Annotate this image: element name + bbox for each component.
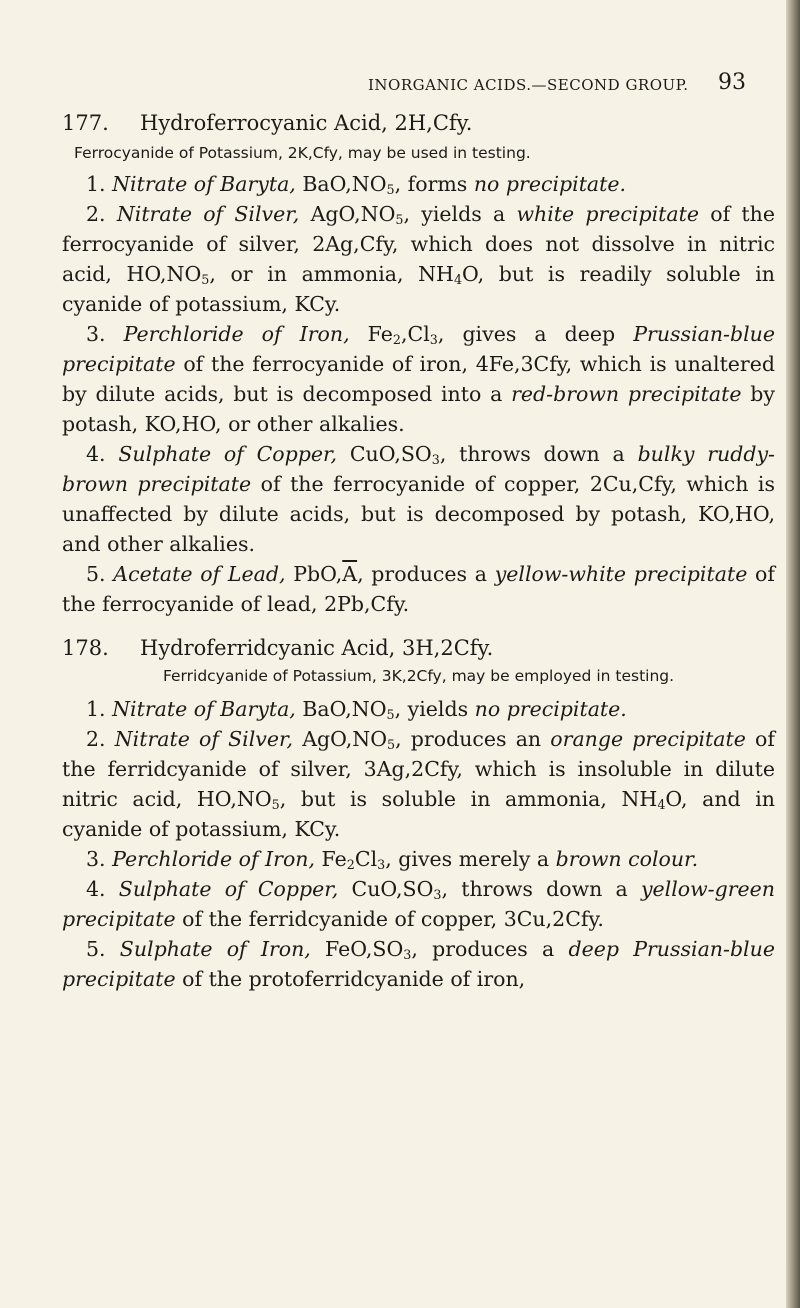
section-title: Hydroferridcyanic Acid, 3H,2Cfy. xyxy=(140,636,494,660)
test-item xyxy=(62,199,775,319)
result: red-brown precipitate xyxy=(511,382,742,406)
section-note: Ferridcyanide of Potassium, 3K,2Cfy, may be employed in testing. xyxy=(162,667,675,685)
reagent: Nitrate of Baryta, xyxy=(112,172,296,196)
section-number: 177. xyxy=(62,111,109,135)
subscript: 5 xyxy=(395,212,404,228)
test-item xyxy=(62,934,775,994)
subscript: 5 xyxy=(201,272,210,288)
item-text: , produces a xyxy=(411,937,569,961)
page-body xyxy=(62,108,775,994)
item-text: , gives a deep xyxy=(437,322,634,346)
acetic-radical: $\overline{A}$ xyxy=(342,562,358,586)
result: bulky ruddy-brown precipitate xyxy=(62,442,775,496)
subscript: 3 xyxy=(429,332,438,348)
running-header xyxy=(0,70,800,102)
header-title: INORGANIC ACIDS.—SECOND GROUP. xyxy=(368,76,689,94)
subscript: 4 xyxy=(453,272,463,288)
item-text: of the ferridcyanide of copper, 3Cu,2Cfy. xyxy=(175,907,604,931)
result: orange precipitate xyxy=(550,727,746,751)
formula: CuO,SO xyxy=(349,442,432,466)
test-item xyxy=(62,439,775,559)
item-text: , throws down a xyxy=(441,877,641,901)
item-number: 2. xyxy=(86,202,106,226)
subscript: 2 xyxy=(346,857,355,873)
item-number: 1. xyxy=(86,697,106,721)
subscript: 3 xyxy=(377,857,386,873)
item-text: of the protoferridcyanide of iron, xyxy=(175,967,526,991)
subscript: 3 xyxy=(433,887,442,903)
test-item xyxy=(62,844,775,874)
test-item xyxy=(62,169,775,199)
section-heading-177 xyxy=(62,108,775,138)
subscript: 5 xyxy=(387,737,396,753)
subscript: 2 xyxy=(392,332,402,348)
formula: CuO,SO xyxy=(351,877,434,901)
subscript: 3 xyxy=(431,452,440,468)
formula: BaO,NO xyxy=(302,697,387,721)
reagent: Sulphate of Copper, xyxy=(118,442,338,466)
subscript: 3 xyxy=(403,947,412,963)
item-text: , throws down a xyxy=(439,442,638,466)
reagent: Nitrate of Silver, xyxy=(116,202,300,226)
test-item xyxy=(62,724,775,844)
formula: AgO,NO xyxy=(310,202,396,226)
item-text: of the ferrocyanide of lead, 2Pb,Cfy. xyxy=(62,562,775,616)
item-text: , forms xyxy=(394,172,474,196)
item-number: 1. xyxy=(86,172,106,196)
item-text: of the ferrocyanide of copper, 2Cu,Cfy, which is unaffected by dilute acids, but is decomposed by potash, KO,HO, and other alkalies. xyxy=(62,472,775,556)
item-text: , or in ammonia, NH xyxy=(209,262,454,286)
result: yellow-white precipitate xyxy=(494,562,748,586)
subscript: 5 xyxy=(386,182,395,198)
item-text: , yields xyxy=(394,697,475,721)
item-text: , produces a xyxy=(357,562,495,586)
page-edge xyxy=(786,0,800,1308)
formula: Cl xyxy=(354,847,378,871)
item-text: of the ferridcyanide of silver, 3Ag,2Cfy, which is insoluble in dilute nitric acid, HO,NO xyxy=(62,727,775,811)
subscript: 5 xyxy=(271,797,280,813)
section-note: Ferrocyanide of Potassium, 2K,Cfy, may be used in testing. xyxy=(74,144,531,162)
formula: AgO,NO xyxy=(302,727,388,751)
item-text: by potash, KO,HO, or other alkalies. xyxy=(62,382,775,436)
item-number: 3. xyxy=(86,847,106,871)
formula: Fe xyxy=(321,847,347,871)
item-number: 5. xyxy=(86,562,106,586)
item-text: , gives merely a xyxy=(385,847,556,871)
item-number: 2. xyxy=(86,727,106,751)
result: Prussian-blue precipitate xyxy=(62,322,775,376)
reagent: Nitrate of Silver, xyxy=(114,727,294,751)
reagent: Perchloride of Iron, xyxy=(112,847,316,871)
test-item xyxy=(62,559,775,619)
reagent: Sulphate of Iron, xyxy=(119,937,311,961)
section-number: 178. xyxy=(62,636,109,660)
item-text: O, but is readily soluble in cyanide of potassium, KCy. xyxy=(62,262,775,316)
item-text: of the ferrocyanide of iron, 4Fe,3Cfy, which is unaltered by dilute acids, but is decomposed into a xyxy=(62,352,775,406)
item-number: 4. xyxy=(86,877,106,901)
item-text: , produces an xyxy=(395,727,551,751)
formula: FeO,SO xyxy=(325,937,404,961)
formula: ,Cl xyxy=(401,322,430,346)
item-text: O, and in cyanide of potassium, KCy. xyxy=(62,787,775,841)
reagent: Sulphate of Copper, xyxy=(118,877,339,901)
result: no precipitate. xyxy=(474,697,627,721)
result: yellow-green precipitate xyxy=(62,877,775,931)
item-number: 3. xyxy=(86,322,106,346)
result: no precipitate. xyxy=(473,172,627,196)
formula: Fe xyxy=(367,322,393,346)
formula: BaO,NO xyxy=(302,172,387,196)
item-number: 5. xyxy=(86,937,106,961)
subscript: 4 xyxy=(657,797,666,813)
page-number: 93 xyxy=(718,70,746,95)
item-number: 4. xyxy=(86,442,106,466)
reagent: Perchloride of Iron, xyxy=(123,322,350,346)
formula: PbO, xyxy=(293,562,343,586)
section-title: Hydroferrocyanic Acid, 2H,Cfy. xyxy=(140,111,473,135)
item-text: , but is soluble in ammonia, NH xyxy=(279,787,658,811)
test-item xyxy=(62,874,775,934)
subscript: 5 xyxy=(386,707,395,723)
test-item xyxy=(62,694,775,724)
spacer xyxy=(62,619,775,633)
result: white precipitate xyxy=(516,202,699,226)
reagent: Acetate of Lead, xyxy=(113,562,286,586)
section-heading-178 xyxy=(62,633,775,663)
item-text: , yields a xyxy=(403,202,517,226)
result: deep Prussian-blue precipitate xyxy=(62,937,775,991)
reagent: Nitrate of Baryta, xyxy=(112,697,296,721)
test-item xyxy=(62,319,775,439)
item-text: of the ferrocyanide of silver, 2Ag,Cfy, which does not dissolve in nitric acid, HO,NO xyxy=(62,202,775,286)
result: brown colour. xyxy=(555,847,699,871)
